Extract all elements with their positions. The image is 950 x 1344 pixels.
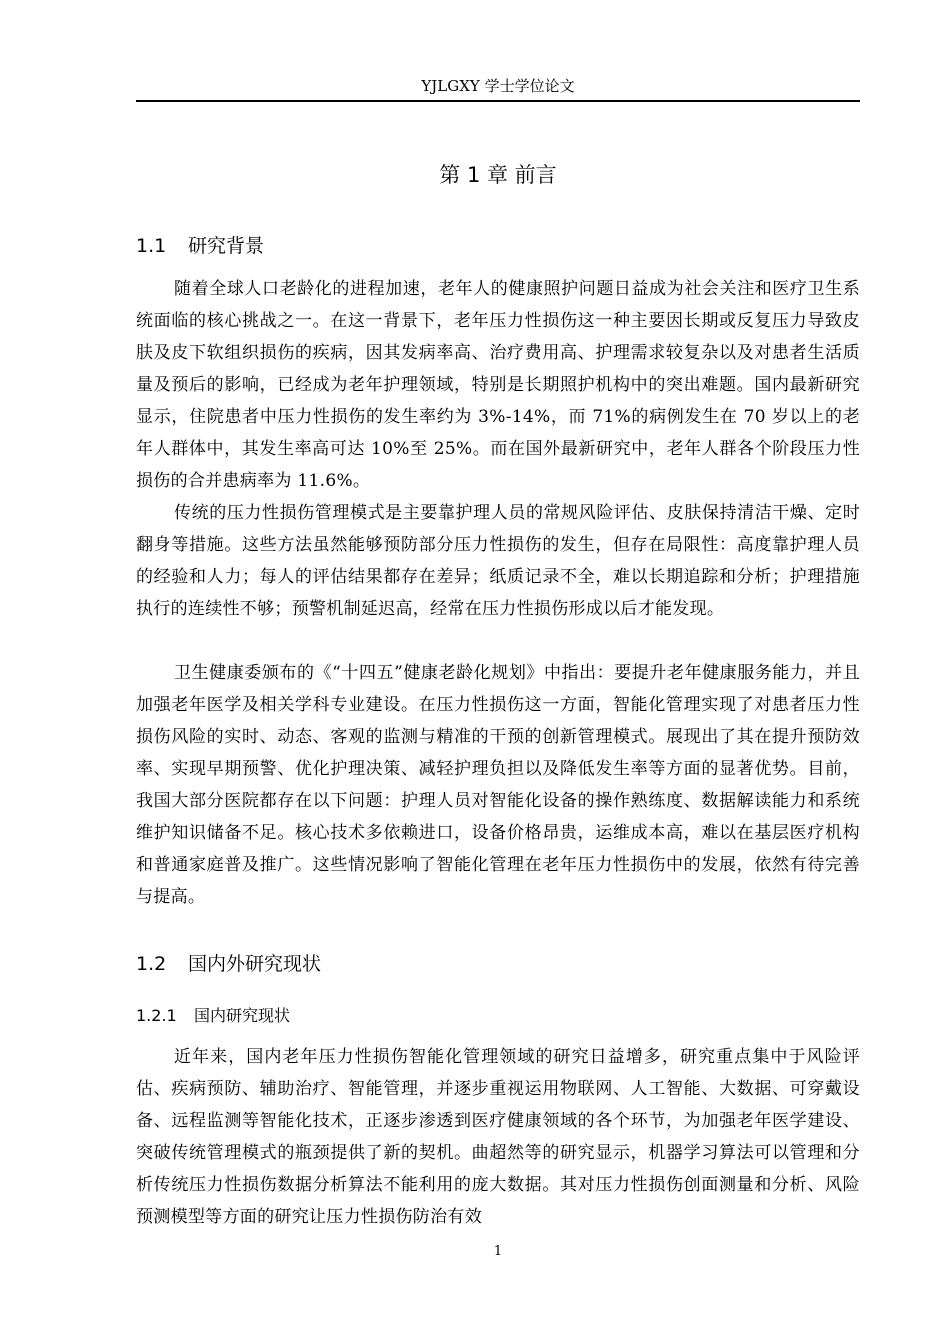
section-heading-1-2-1 <box>136 1005 290 1027</box>
section-title: 国内外研究现状 <box>188 953 322 975</box>
paragraph-background-3: 卫生健康委颁布的《“十四五”健康老龄化规划》中指出：要提升老年健康服务能力，并且加强老年医学及相关学科专业建设。在压力性损伤这一方面，智能化管理实现了对患者压力性损伤风险的实时、动态、客观的监测与精准的干预的创新管理模式。展现出了其在提升预防效率、实现早期预警、优化护理决策、减轻护理负担以及降低发生率等方面的显著优势。目前，我国大部分医院都存在以下问题：护理人员对智能化设备的操作熟练度、数据解读能力和系统维护知识储备不足。核心技术多依赖进口，设备价格昂贵，运维成本高，难以在基层医疗机构和普通家庭普及推广。这些情况影响了智能化管理在老年压力性损伤中的发展，依然有待完善与提高。 <box>136 663 860 907</box>
section-number: 1.1 <box>136 235 167 257</box>
paragraph-background-1: 随着全球人口老龄化的进程加速，老年人的健康照护问题日益成为社会关注和医疗卫生系统面临的核心挑战之一。在这一背景下，老年压力性损伤这一种主要因长期或反复压力导致皮肤及皮下软组织损伤的疾病，因其发病率高、治疗费用高、护理需求较复杂以及对患者生活质量及预后的影响，已经成为老年护理领域，特别是长期照护机构中的突出难题。国内最新研究显示，住院患者中压力性损伤的发生率约为 3%-14%，而 71%的病例发生在 70 岁以上的老年人群体中，其发生率高可达 10%至 25%。而在国外最新研究中，老年人群各个阶段压力性损伤的合并患病率为 11.6%。 <box>136 279 860 491</box>
section-title: 研究背景 <box>188 235 265 257</box>
paragraph-background-2: 传统的压力性损伤管理模式是主要靠护理人员的常规风险评估、皮肤保持清洁干燥、定时翻身等措施。这些方法虽然能够预防部分压力性损伤的发生，但存在局限性：高度靠护理人员的经验和人力；每人的评估结果都存在差异；纸质记录不全，难以长期追踪和分析；护理措施执行的连续性不够；预警机制延迟高，经常在压力性损伤形成以后才能发现。 <box>136 503 860 619</box>
section-heading-1-1 <box>136 233 264 259</box>
running-header: YJLGXY 学士学位论文 <box>421 77 575 95</box>
paragraph-domestic-research: 近年来，国内老年压力性损伤智能化管理领域的研究日益增多，研究重点集中于风险评估、疾病预防、辅助治疗、智能管理，并逐步重视运用物联网、人工智能、大数据、可穿戴设备、远程监测等智能化技术，正逐步渗透到医疗健康领域的各个环节，为加强老年医学建设、突破传统管理模式的瓶颈提供了新的契机。曲超然等的研究显示，机器学习算法可以管理和分析传统压力性损伤数据分析算法不能利用的庞大数据。其对压力性损伤创面测量和分析、风险预测模型等方面的研究让压力性损伤防治有效 <box>136 1047 860 1227</box>
page-number: 1 <box>493 1244 503 1259</box>
section-number: 1.2 <box>136 953 167 975</box>
section-heading-1-2 <box>136 951 321 977</box>
chapter-title: 第 1 章 前言 <box>439 163 557 187</box>
section-number: 1.2.1 <box>136 1006 177 1025</box>
header-rule <box>136 100 860 102</box>
section-title: 国内研究现状 <box>194 1006 291 1025</box>
